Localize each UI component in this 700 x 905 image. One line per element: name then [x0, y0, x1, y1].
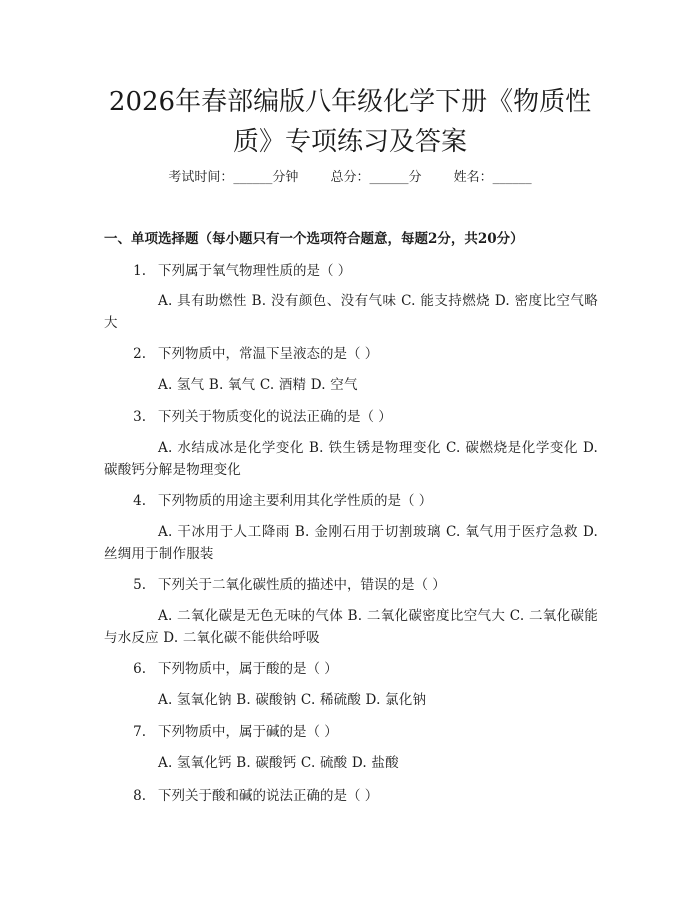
question-5-options: A. 二氧化碳是无色无味的气体 B. 二氧化碳密度比空气大 C. 二氧化碳能与水反应 D. 二氧化碳不能供给呼吸 [104, 608, 598, 646]
question-number: 8. [133, 788, 146, 804]
question-1 [104, 261, 600, 281]
exam-total-score: 总分：______分 [330, 170, 422, 185]
question-number: 6. [133, 661, 146, 677]
question-text: 下列物质中，常温下呈液态的是（ ） [158, 346, 379, 362]
question-number: 7. [133, 724, 146, 740]
section-heading: 一、单项选择题（每小题只有一个选项符合题意，每题2分，共20分） [104, 231, 524, 247]
exam-name-field: 姓名：______ [453, 170, 532, 185]
question-text: 下列关于酸和碱的说法正确的是（ ） [158, 788, 379, 804]
question-text: 下列物质的用途主要利用其化学性质的是（ ） [158, 493, 433, 509]
question-7-options: A. 氢氧化钙 B. 碳酸钙 C. 硫酸 D. 盐酸 [158, 755, 399, 771]
question-text: 下列关于二氧化碳性质的描述中，错误的是（ ） [158, 577, 446, 593]
question-number: 4. [133, 493, 146, 509]
question-2 [104, 344, 600, 364]
question-number: 5. [133, 577, 146, 593]
exam-info [0, 168, 700, 188]
question-4 [104, 491, 600, 511]
question-2-options: A. 氢气 B. 氧气 C. 酒精 D. 空气 [158, 377, 358, 393]
question-8 [104, 786, 600, 806]
question-3 [104, 407, 600, 427]
question-text: 下列关于物质变化的说法正确的是（ ） [158, 409, 392, 425]
question-text: 下列属于氧气物理性质的是（ ） [158, 263, 352, 279]
exam-time: 考试时间：______分钟 [168, 170, 299, 185]
document-title: 2026年春部编版八年级化学下册《物质性质》专项练习及答案 [108, 87, 592, 157]
question-3-options: A. 水结成冰是化学变化 B. 铁生锈是物理变化 C. 碳燃烧是化学变化 D. 碳酸钙分解是物理变化 [104, 440, 598, 478]
question-6-options: A. 氢氧化钠 B. 碳酸钠 C. 稀硫酸 D. 氯化钠 [158, 692, 427, 708]
question-5 [104, 575, 600, 595]
question-1-options: A. 具有助燃性 B. 没有颜色、没有气味 C. 能支持燃烧 D. 密度比空气略大 [104, 293, 598, 331]
question-7 [104, 722, 600, 742]
question-number: 2. [133, 346, 146, 362]
question-6 [104, 659, 600, 679]
question-text: 下列物质中，属于酸的是（ ） [158, 661, 338, 677]
question-text: 下列物质中，属于碱的是（ ） [158, 724, 338, 740]
question-number: 3. [133, 409, 146, 425]
question-number: 1. [133, 263, 146, 279]
question-4-options: A. 干冰用于人工降雨 B. 金刚石用于切割玻璃 C. 氧气用于医疗急救 D. 丝绸用于制作服装 [104, 524, 598, 562]
